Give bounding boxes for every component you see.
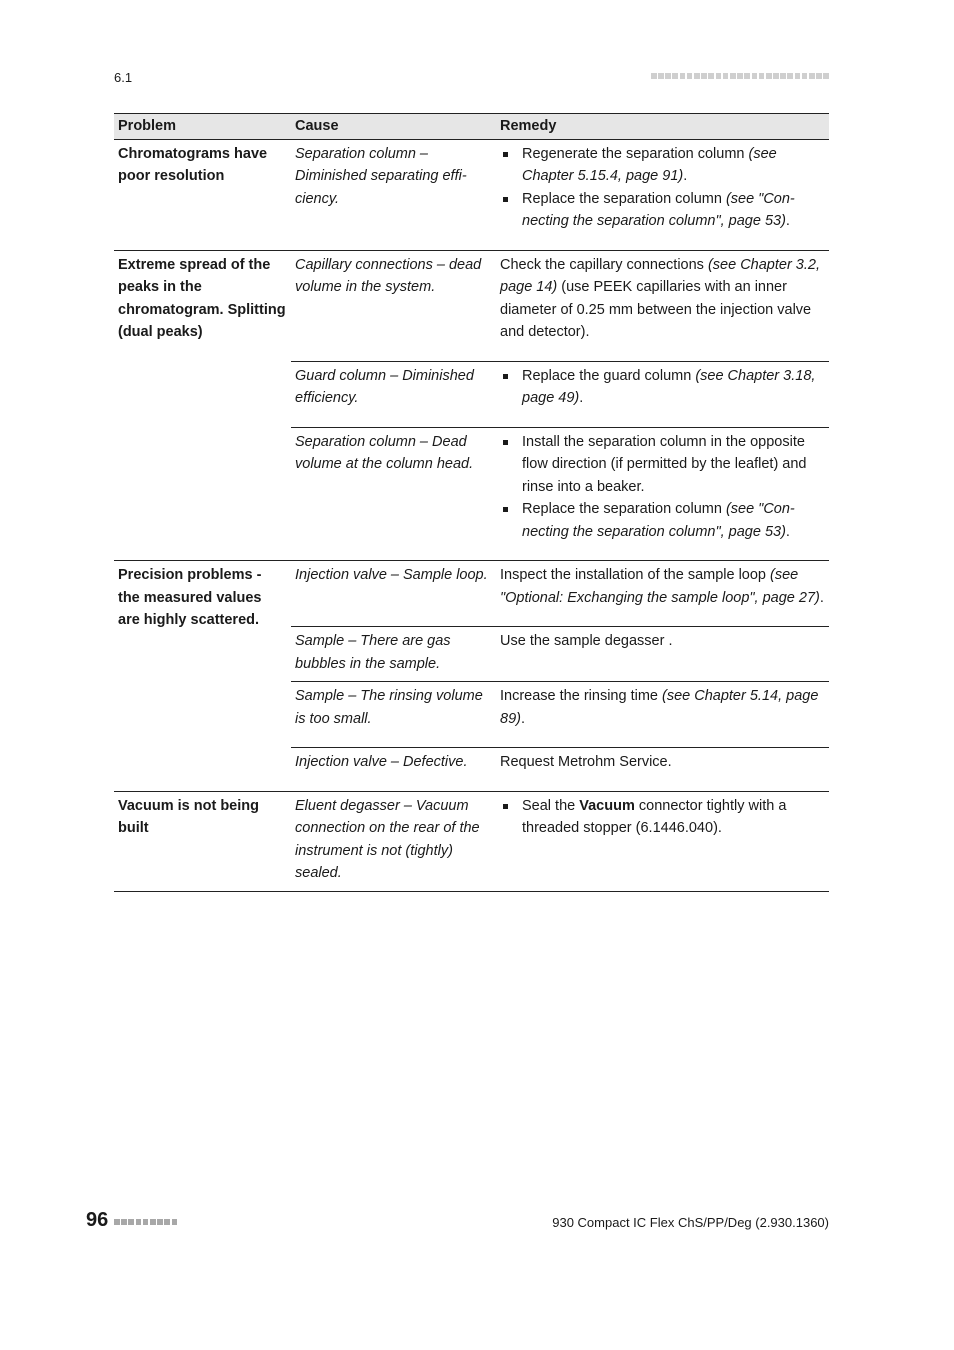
remedy-text: Check the capillary connections bbox=[500, 256, 708, 273]
cause-cell: Separation column – Diminished separating efficiency. bbox=[291, 139, 496, 250]
remedy-text: Regenerate the separation column bbox=[522, 145, 749, 162]
remedy-bullet bbox=[500, 365, 825, 410]
remedy-cell bbox=[496, 427, 829, 561]
table-row bbox=[114, 561, 829, 627]
remedy-bullet bbox=[500, 188, 825, 233]
table-header-row bbox=[114, 114, 829, 140]
connector-label: Vacuum bbox=[579, 797, 635, 814]
section-number: 6.1 bbox=[114, 70, 133, 85]
remedy-text: connector tightly with a threaded stopper (6.1446.040). bbox=[522, 797, 787, 836]
cross-reference-link[interactable]: (see "Connecting the separation column", page 53) bbox=[522, 190, 795, 229]
remedy-text: . bbox=[683, 168, 688, 184]
remedy-text: (use PEEK capillaries with an inner diameter of 0.25 mm between the injection valve and detector). bbox=[500, 279, 812, 340]
table-row bbox=[114, 250, 829, 361]
problem-cell: Vacuum is not being built bbox=[114, 791, 291, 891]
remedy-cell bbox=[496, 791, 829, 891]
remedy-cell: Request Metrohm Service. bbox=[496, 748, 829, 792]
remedy-text: . bbox=[819, 589, 824, 606]
problem-cell: Chromatograms have poor resolution bbox=[114, 139, 291, 250]
remedy-bullet bbox=[500, 498, 825, 543]
remedy-text: Replace the guard column bbox=[522, 367, 696, 384]
remedy-bullet bbox=[500, 143, 825, 188]
troubleshooting-table bbox=[114, 113, 829, 892]
remedy-text: Inspect the installation of the sample loop bbox=[500, 567, 771, 583]
remedy-text: Seal the bbox=[522, 797, 580, 814]
remedy-text: . bbox=[785, 213, 790, 229]
page-number: 96 bbox=[86, 1209, 109, 1231]
table-row bbox=[114, 139, 829, 250]
cause-cell: Injection valve – Defective. bbox=[291, 748, 496, 792]
header-problem: Problem bbox=[114, 114, 291, 140]
cause-cell: Sample – The rinsing volume is too small. bbox=[291, 682, 496, 748]
cross-reference-link[interactable]: (see Chapter 5.15.4, page 91) bbox=[522, 145, 777, 184]
problem-cell: Precision problems - the measured values are highly scattered. bbox=[114, 561, 291, 792]
remedy-text: Replace the separation column bbox=[522, 501, 726, 517]
problem-cell: Extreme spread of the peaks in the chromatogram. Splitting (dual peaks) bbox=[114, 250, 291, 561]
cross-reference-link[interactable]: (see "Connecting the separation column", page 53) bbox=[522, 501, 795, 540]
remedy-text: Replace the separation column bbox=[522, 190, 726, 207]
header-cause: Cause bbox=[291, 114, 496, 140]
remedy-cell bbox=[496, 561, 829, 627]
cross-reference-link[interactable]: (see "Optional: Exchanging the sample loop", page 27) bbox=[500, 567, 820, 606]
header-remedy: Remedy bbox=[496, 114, 829, 140]
cause-cell: Sample – There are gas bubbles in the sample. bbox=[291, 627, 496, 682]
remedy-cell bbox=[496, 250, 829, 361]
cause-cell: Separation column – Dead volume at the column head. bbox=[291, 427, 496, 561]
remedy-text: . bbox=[520, 710, 525, 727]
document-title: 930 Compact IC Flex ChS/PP/Deg (2.930.1360) bbox=[552, 1215, 829, 1230]
cross-reference-link[interactable]: (see Chapter 3.18, page 49) bbox=[522, 367, 816, 406]
cause-cell: Guard column – Diminished efficiency. bbox=[291, 361, 496, 427]
remedy-text: . bbox=[785, 523, 790, 540]
remedy-bullet: Install the separation column in the opposite flow direction (if permitted by the leaflet) and rinse into a beaker. bbox=[500, 431, 825, 499]
remedy-cell: Use the sample degasser . bbox=[496, 627, 829, 682]
remedy-cell bbox=[496, 682, 829, 748]
cause-cell: Capillary connections – dead volume in the system. bbox=[291, 250, 496, 361]
footer-decoration-dots bbox=[114, 1219, 177, 1225]
cause-cell: Eluent degasser – Vacuum connection on the rear of the instrument is not (tightly) sealed. bbox=[291, 791, 496, 891]
remedy-bullet bbox=[500, 795, 825, 840]
remedy-cell bbox=[496, 139, 829, 250]
remedy-text: Increase the rinsing time bbox=[500, 688, 662, 704]
header-decoration-dots bbox=[651, 73, 829, 79]
cross-reference-link[interactable]: (see Chapter 3.2, page 14) bbox=[500, 256, 820, 295]
cause-cell: Injection valve – Sample loop. bbox=[291, 561, 496, 627]
cross-reference-link[interactable]: (see Chapter 5.14, page 89) bbox=[500, 688, 819, 727]
remedy-text: . bbox=[579, 390, 584, 406]
remedy-cell bbox=[496, 361, 829, 427]
table-row bbox=[114, 791, 829, 891]
